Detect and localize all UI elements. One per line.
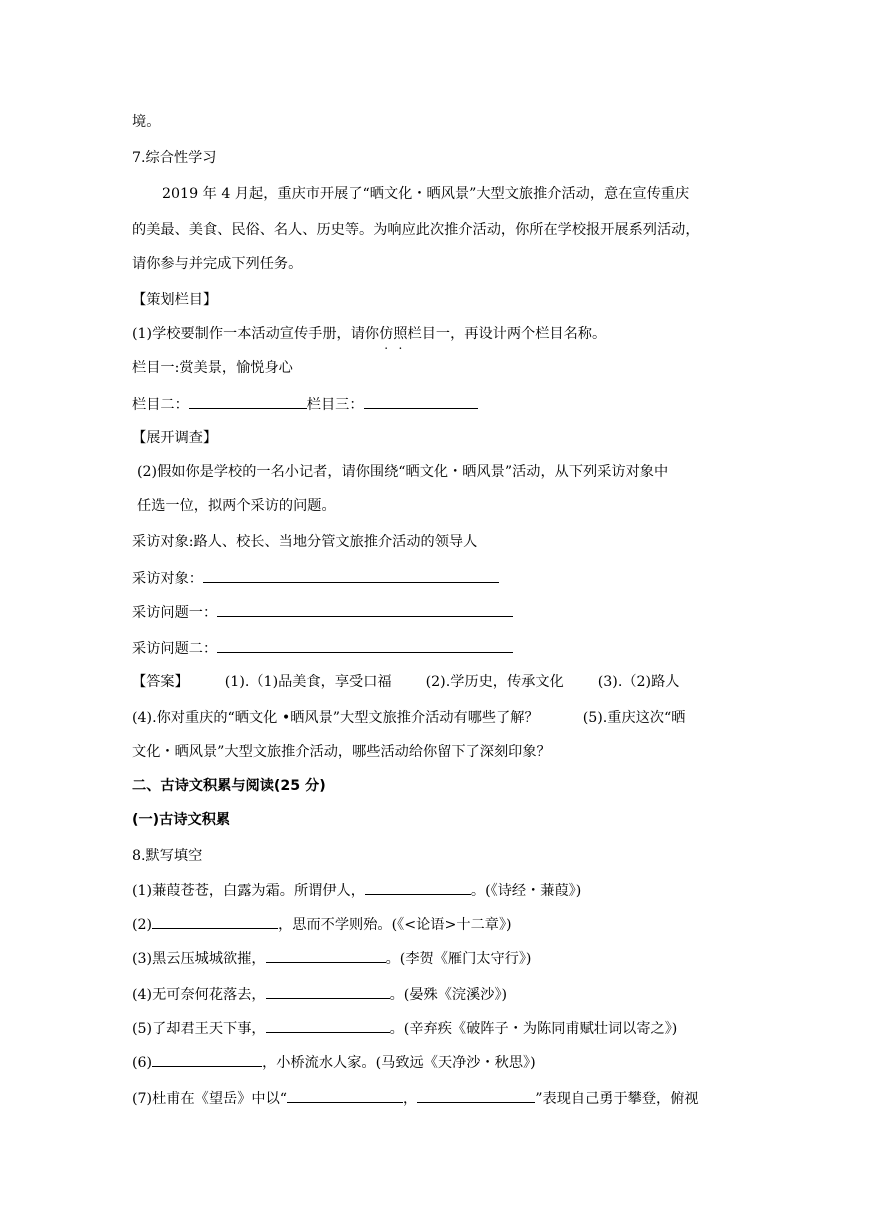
text-segment: 采访问题一： xyxy=(132,605,218,621)
paragraph-line: 的美最、美食、民俗、名人、历史等。为响应此次推介活动，你所在学校报开展系列活动， xyxy=(132,222,700,238)
column-answer-line xyxy=(132,394,478,415)
text-segment: (6) xyxy=(132,1055,153,1071)
text-segment: 采访对象： xyxy=(132,571,203,587)
answer-line: 文化・晒风景”大型文旅推介活动，哪些活动给你留下了深刻印象？ xyxy=(132,744,551,760)
interview-question-2-line xyxy=(132,638,513,659)
answer-item: (3).（2)路人 xyxy=(597,674,680,690)
section-heading: 二、古诗文积累与阅读(25 分) xyxy=(132,778,326,794)
question-7-heading: 7.综合性学习 xyxy=(132,150,217,166)
text-segment: 。(《诗经・蒹葭》) xyxy=(470,883,582,899)
answer-item: (2).学历史，传承文化 xyxy=(425,674,564,690)
subsection-heading: (一)古诗文积累 xyxy=(132,812,231,828)
text-segment: (1)蒹葭苍苍，白露为霜。所谓伊人， xyxy=(132,883,365,899)
column-example: 栏目一:赏美景，愉悦身心 xyxy=(132,360,293,376)
text-segment: ， xyxy=(403,1091,418,1107)
answer-item: (4).你对重庆的“晒文化 •晒风景”大型文旅推介活动有哪些了解？ xyxy=(132,710,539,726)
text-segment: 。(李贺《雁门太守行》) xyxy=(385,951,532,967)
answer-item: (5).重庆这次“晒 xyxy=(582,710,686,726)
text-segment: 栏目三： xyxy=(306,397,364,413)
answer-blank[interactable] xyxy=(217,638,513,653)
answer-blank[interactable] xyxy=(364,394,478,409)
interview-target-line xyxy=(132,568,499,589)
text-segment: 栏目一，再设计两个栏目名称。 xyxy=(407,326,607,342)
fill-blank-6 xyxy=(132,1052,536,1073)
text-segment: (3)黑云压城城欲摧， xyxy=(132,951,266,967)
fill-blank-3 xyxy=(132,948,531,969)
text-segment: 栏目二： xyxy=(132,397,189,413)
fill-blank-5 xyxy=(132,1018,677,1039)
question-2-cont: 任选一位，拟两个采访的问题。 xyxy=(137,498,336,514)
text-segment: (1)学校要制作一本活动宣传手册，请你 xyxy=(132,326,380,342)
text-segment: ”表现自己勇于攀登，俯视 xyxy=(535,1091,699,1107)
emphasis-char: 照 xyxy=(393,326,408,342)
answer-blank[interactable] xyxy=(266,948,386,963)
answer-blank[interactable] xyxy=(152,1052,262,1067)
question-1 xyxy=(132,324,606,344)
text-segment: ，小桥流水人家。(马致远《天净沙・秋思》) xyxy=(262,1055,536,1071)
answer-blank[interactable] xyxy=(203,568,499,583)
text-segment: 。(辛弃疾《破阵子・为陈同甫赋壮词以寄之》) xyxy=(389,1021,678,1037)
fill-blank-2 xyxy=(132,914,512,935)
answer-line xyxy=(132,708,686,728)
text-segment: 采访问题二： xyxy=(132,641,218,657)
paragraph-line: 请你参与并完成下列任务。 xyxy=(132,256,303,272)
text-line: 境。 xyxy=(132,114,161,130)
answer-blank[interactable] xyxy=(287,1088,403,1103)
answer-blank[interactable] xyxy=(152,914,278,929)
question-8-heading: 8.默写填空 xyxy=(132,848,203,864)
emphasis-char: 仿 xyxy=(379,326,394,342)
answer-line xyxy=(132,672,679,692)
text-segment: 。(晏殊《浣溪沙》) xyxy=(389,987,508,1003)
fill-blank-4 xyxy=(132,984,507,1005)
answer-item: (1).（1)品美食，享受口福 xyxy=(224,674,392,690)
answer-blank[interactable] xyxy=(189,394,307,409)
interview-targets: 采访对象:路人、校长、当地分管文旅推介活动的领导人 xyxy=(132,534,478,550)
section-label: 【策划栏目】 xyxy=(132,292,218,308)
answer-blank[interactable] xyxy=(266,984,390,999)
interview-question-1-line xyxy=(132,602,513,623)
section-label: 【展开调查】 xyxy=(132,430,218,446)
text-segment: ，思而不学则殆。(《<论语>十二章》) xyxy=(278,917,512,933)
answer-blank[interactable] xyxy=(266,1018,390,1033)
answer-label: 【答案】 xyxy=(132,674,189,690)
answer-blank[interactable] xyxy=(417,1088,535,1103)
text-segment: (5)了却君王天下事， xyxy=(132,1021,266,1037)
answer-blank[interactable] xyxy=(365,880,471,895)
text-segment: (4)无可奈何花落去， xyxy=(132,987,266,1003)
text-segment: (2) xyxy=(132,917,153,933)
question-2: (2)假如你是学校的一名小记者，请你围绕“晒文化・晒风景”活动，从下列采访对象中 xyxy=(137,464,669,480)
fill-blank-7 xyxy=(132,1088,699,1109)
text-segment: (7)杜甫在《望岳》中以“ xyxy=(132,1091,288,1107)
answer-blank[interactable] xyxy=(217,602,513,617)
paragraph-line: 2019 年 4 月起，重庆市开展了“晒文化・晒风景”大型文旅推介活动，意在宣传重庆 xyxy=(162,186,690,202)
fill-blank-1 xyxy=(132,880,581,901)
